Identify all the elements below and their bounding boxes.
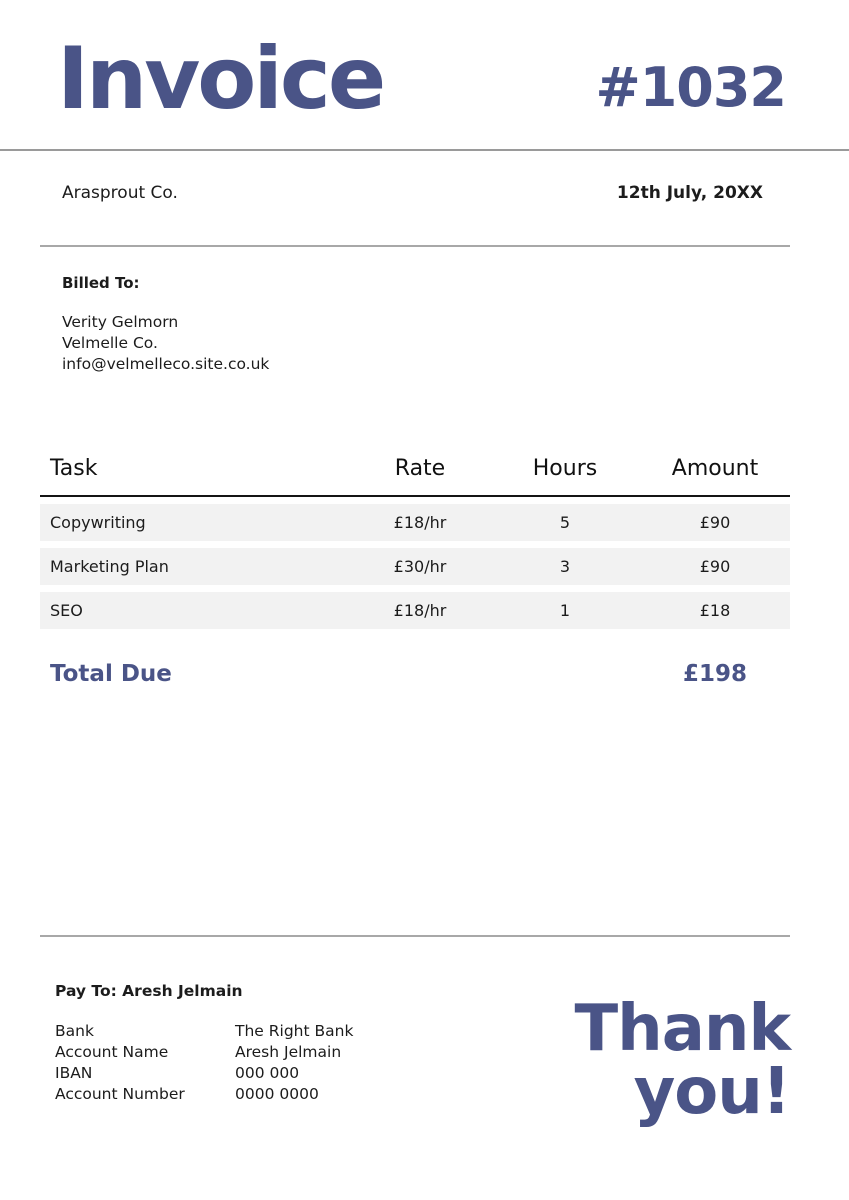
account-number-value: 0000 0000: [235, 1085, 319, 1103]
sender-company-name: Arasprout Co.: [62, 183, 178, 203]
client-company: Velmelle Co.: [62, 334, 158, 352]
table-header-rule: [40, 495, 790, 497]
cell-amount: £18: [699, 601, 731, 620]
column-header-task: Task: [50, 455, 98, 481]
bank-label: Bank: [55, 1022, 94, 1040]
billed-to-section: [62, 274, 849, 375]
column-header-rate: Rate: [394, 455, 446, 481]
cell-hours: 5: [559, 513, 571, 532]
table-row: [40, 504, 790, 541]
divider: [40, 245, 790, 247]
table-header-row: [40, 453, 790, 483]
account-number-label: Account Number: [55, 1085, 185, 1103]
table-row: [40, 592, 790, 629]
column-header-hours: Hours: [532, 455, 598, 481]
total-due-amount: £198: [682, 661, 747, 687]
cell-hours: 3: [559, 557, 571, 576]
table-row: [40, 548, 790, 585]
divider: [40, 935, 790, 937]
bank-value: The Right Bank: [235, 1022, 354, 1040]
total-due-row: [40, 661, 790, 687]
account-name-label: Account Name: [55, 1043, 169, 1061]
company-date-row: [0, 183, 849, 207]
page-title: Invoice: [57, 28, 384, 129]
cell-amount: £90: [699, 513, 731, 532]
column-header-amount: Amount: [671, 455, 759, 481]
cell-rate: £30/hr: [393, 557, 447, 576]
client-name: Verity Gelmorn: [62, 313, 179, 331]
pay-to-label: Pay To: Aresh Jelmain: [55, 982, 243, 1000]
thank-you-line2: you!: [633, 1055, 790, 1129]
client-email: info@velmelleco.site.co.uk: [62, 355, 270, 373]
cell-task: Copywriting: [50, 513, 146, 532]
cell-rate: £18/hr: [393, 513, 447, 532]
iban-value: 000 000: [235, 1064, 300, 1082]
cell-rate: £18/hr: [393, 601, 447, 620]
account-name-value: Aresh Jelmain: [235, 1043, 342, 1061]
invoice-header: [0, 0, 849, 151]
billed-to-label: Billed To:: [62, 274, 140, 292]
cell-amount: £90: [699, 557, 731, 576]
thank-you-message: [574, 992, 790, 1129]
total-due-label: Total Due: [50, 661, 172, 687]
invoice-date: 12th July, 20XX: [616, 183, 763, 203]
cell-task: Marketing Plan: [50, 557, 169, 576]
invoice-number: #1032: [595, 55, 786, 119]
thank-you-line1: Thank: [574, 992, 790, 1066]
line-items-table: [40, 453, 790, 629]
iban-label: IBAN: [55, 1064, 93, 1082]
cell-task: SEO: [50, 601, 83, 620]
cell-hours: 1: [559, 601, 571, 620]
